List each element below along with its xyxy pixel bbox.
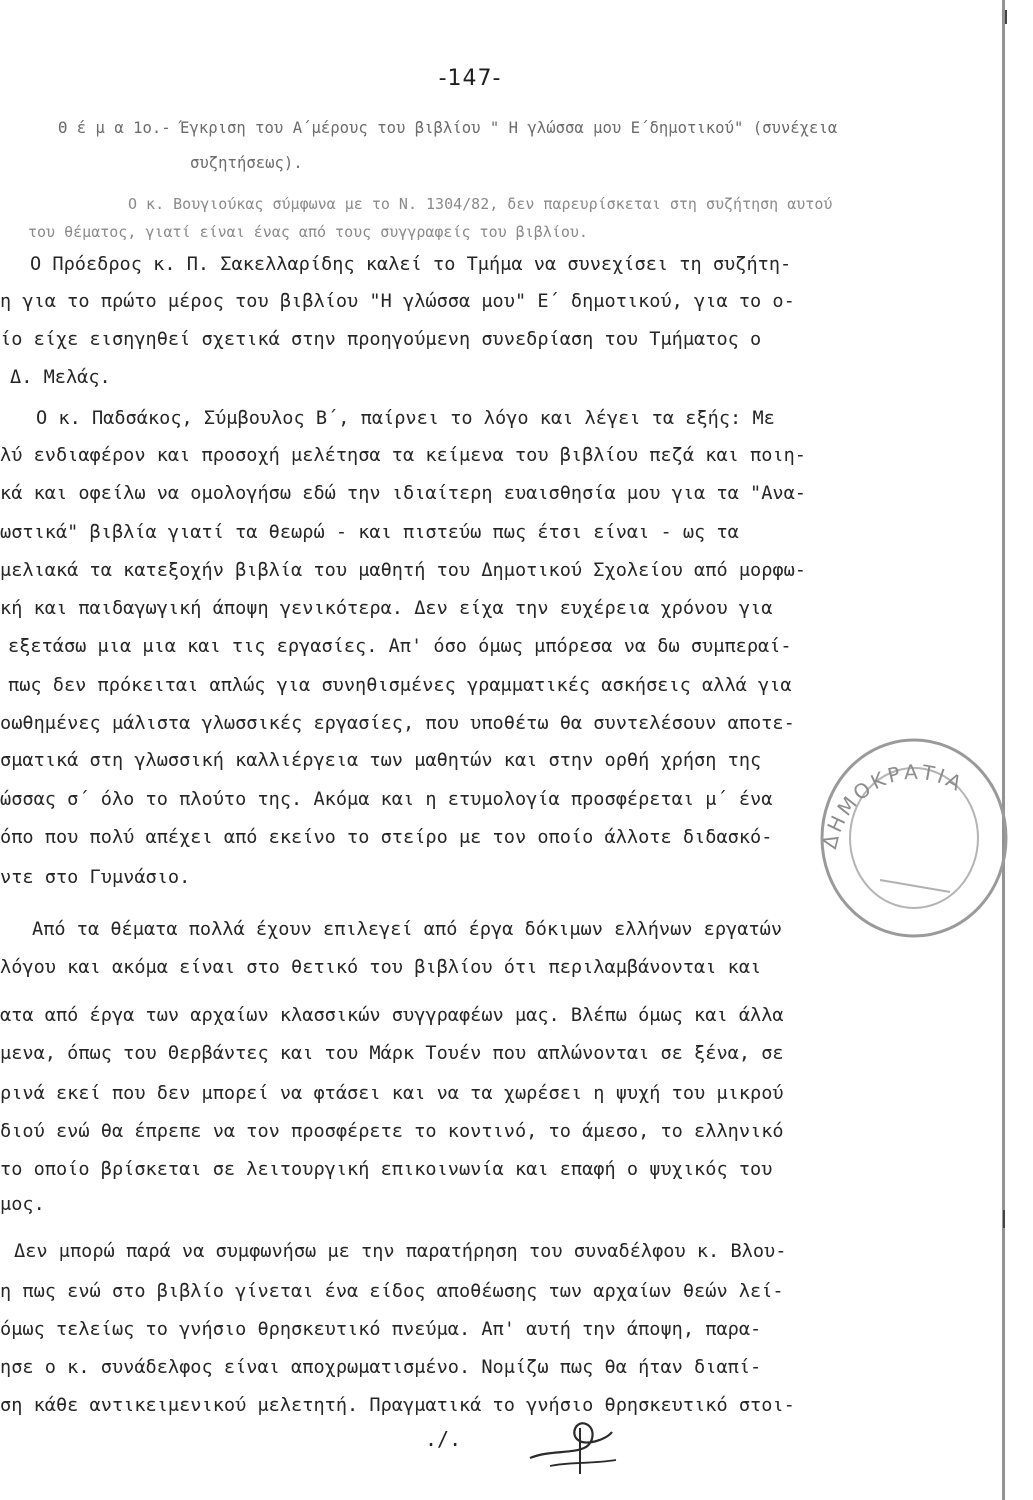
text-line: η πως ενώ στο βιβλίο γίνεται ένα είδος αποθέωσης των αρχαίων θεών λεί- (0, 1281, 784, 1302)
text-line: κή και παιδαγωγική άποψη γενικότερα. Δεν είχα την ευχέρεια χρόνου για (0, 598, 773, 619)
text-line: οωθημένες μάλιστα γλωσσικές εργασίες, που υποθέτω θα συντελέσουν αποτε- (0, 713, 795, 734)
text-line: Δ. Μελάς. (10, 367, 111, 388)
text-line: ησε ο κ. συνάδελφος είναι αποχρωματισμένο. Νομίζω πως θα ήταν διαπί- (0, 1357, 762, 1378)
text-line: ση κάθε αντικειμενικού μελετητή. Πραγματικά το γνήσιο θρησκευτικό στοι- (0, 1395, 795, 1416)
edge-tick-mark (1005, 10, 1007, 24)
heading-line-1: Θ έ μ α 1ο.- Έγκριση του Α΄μέρους του βιβλίου " Η γλώσσα μου Ε΄δημοτικού" (συνέχεια (58, 119, 838, 137)
heading-note-1: Ο κ. Βουγιούκας σύμφωνα με το Ν. 1304/82, δεν παρευρίσκεται στη συζήτηση αυτού (128, 195, 833, 213)
heading-note-2: του θέματος, γιατί είναι ένας από τους συγγραφείς του βιβλίου. (28, 223, 588, 241)
text-line: πως δεν πρόκειται απλώς για συνηθισμένες γραμματικές ασκήσεις αλλά για (8, 675, 792, 696)
text-line: η για το πρώτο μέρος του βιβλίου "Η γλώσσα μου" Ε΄ δημοτικού, για το ο- (0, 291, 795, 312)
page-number: -147- (438, 66, 502, 91)
text-line: ίο είχε εισηγηθεί σχετικά στην προηγούμενη συνεδρίαση του Τμήματος ο (0, 329, 762, 350)
text-line: ωστικά" βιβλία γιατί τα θεωρώ - και πιστεύω πως έτσι είναι - ως τα (0, 522, 739, 543)
text-line: ώσσας σ΄ όλο το πλούτο της. Ακόμα και η ετυμολογία προσφέρεται μ΄ ένα (0, 789, 773, 810)
stamp-text: ΔΗΜΟΚΡΑΤΙΑ (817, 759, 969, 852)
text-line: λόγου και ακόμα είναι στο θετικό του βιβλίου ότι περιλαμβάνονται και (0, 957, 762, 978)
text-line: Δεν μπορώ παρά να συμφωνήσω με την παρατήρηση του συναδέλφου κ. Βλου- (14, 1241, 787, 1262)
heading-line-2: συζητήσεως). (190, 154, 303, 172)
text-line: σματικά στη γλωσσική καλλιέργεια των μαθητών και στην ορθή χρήση της (0, 750, 762, 771)
text-line: μενα, όπως του Θερβάντες και του Μάρκ Τουέν που απλώνονται σε ξένα, σε (0, 1043, 784, 1064)
text-line: όπο που πολύ απέχει από εκείνο το στείρο με τον οποίο άλλοτε διδασκό- (0, 827, 773, 848)
text-line: μελιακά τα κατεξοχήν βιβλία του μαθητή του Δημοτικού Σχολείου από μορφω- (0, 560, 806, 581)
edge-tick-mark (1003, 1210, 1005, 1228)
text-line: μος. (0, 1194, 45, 1215)
text-line: ατα από έργα των αρχαίων κλασσικών συγγραφέων μας. Βλέπω όμως και άλλα (0, 1005, 784, 1026)
text-line: κά και οφείλω να ομολογήσω εδώ την ιδιαίτερη ευαισθησία μου για τα "Ανα- (0, 483, 806, 504)
text-line: όμως τελείως το γνήσιο θρησκευτικό πνεύμα. Απ' αυτή την άποψη, παρα- (0, 1319, 762, 1340)
text-line: το οποίο βρίσκεται σε λειτουργική επικοινωνία και επαφή ο ψυχικός του (0, 1159, 773, 1180)
text-line: ντε στο Γυμνάσιο. (0, 867, 191, 888)
signature-icon (520, 1410, 630, 1480)
text-line: ρινά εκεί που δεν μπορεί να φτάσει και να τα χωρέσει η ψυχή του μικρού (0, 1083, 784, 1104)
official-stamp-icon (810, 730, 1010, 940)
text-line: Ο Πρόεδρος κ. Π. Σακελλαρίδης καλεί το Τμήμα να συνεχίσει τη συζήτη- (30, 254, 792, 275)
svg-text:ΔΗΜΟΚΡΑΤΙΑ (817, 760, 968, 851)
text-line: Από τα θέματα πολλά έχουν επιλεγεί από έργα δόκιμων ελλήνων εργατών (32, 919, 783, 940)
text-line: λύ ενδιαφέρον και προσοχή μελέτησα τα κείμενα του βιβλίου πεζά και ποιη- (0, 445, 806, 466)
continuation-mark: ./. (425, 1427, 462, 1451)
text-line: Ο κ. Παδσάκος, Σύμβουλος Β΄, παίρνει το λόγο και λέγει τα εξής: Με (36, 408, 775, 429)
text-line: εξετάσω μια μια και τις εργασίες. Απ' όσο όμως μπόρεσα να δω συμπεραί- (8, 636, 792, 657)
text-line: διού ενώ θα έπρεπε να τον προσφέρετε το κοντινό, το άμεσο, το ελληνικό (0, 1121, 784, 1142)
